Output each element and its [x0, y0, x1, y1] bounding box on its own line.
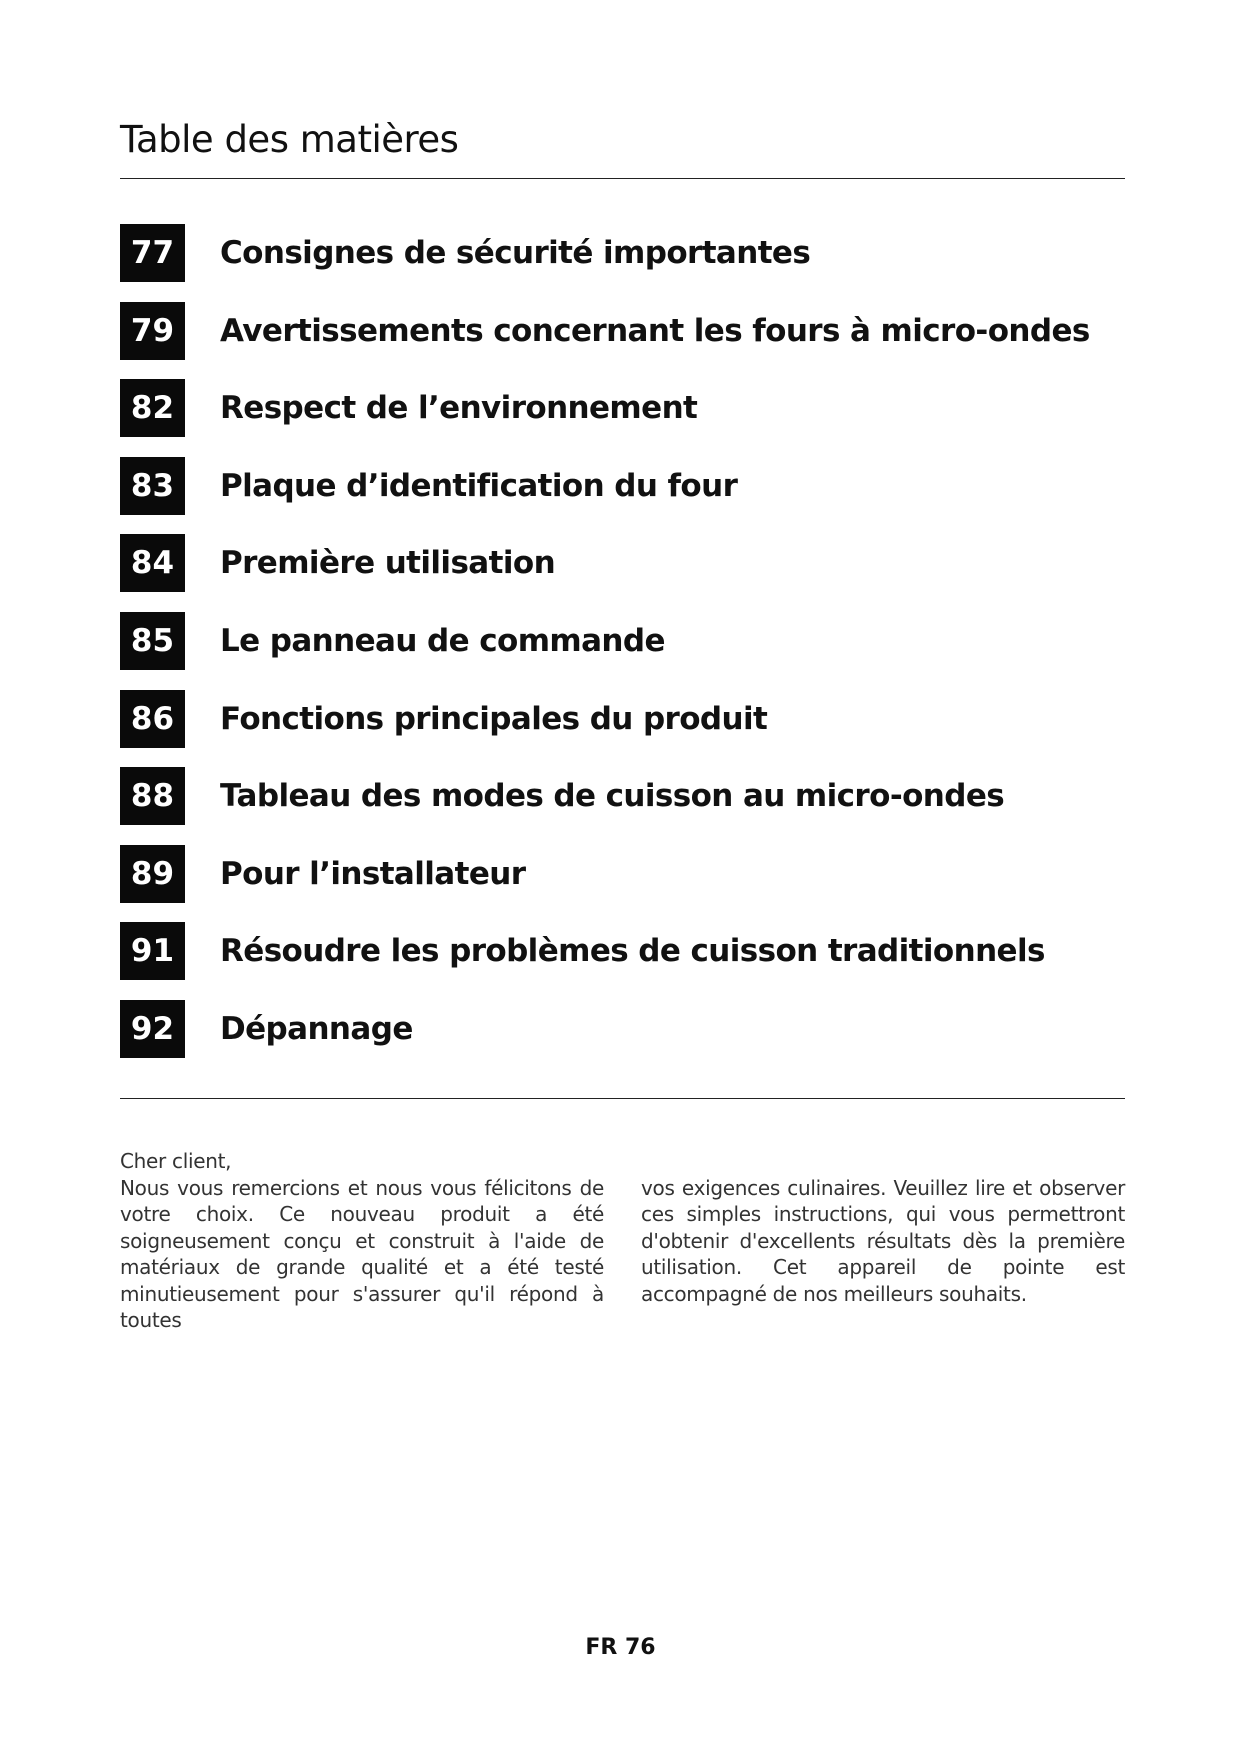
page-title: Table des matières [120, 118, 459, 161]
toc-label: Consignes de sécurité importantes [220, 235, 811, 271]
toc-item-identification-plate[interactable] [120, 457, 1125, 515]
toc-page-number: 77 [120, 224, 185, 282]
table-of-contents [120, 224, 1125, 1078]
toc-item-main-functions[interactable] [120, 690, 1125, 748]
toc-item-installer[interactable] [120, 845, 1125, 903]
intro-greeting: Cher client, [120, 1149, 232, 1173]
toc-item-security[interactable] [120, 224, 1125, 282]
toc-page-number: 85 [120, 612, 185, 670]
toc-label: Respect de l’environnement [220, 390, 698, 427]
bottom-divider [120, 1098, 1125, 1099]
toc-page-number: 83 [120, 457, 185, 515]
toc-item-troubleshooting[interactable] [120, 1000, 1125, 1058]
toc-page-number: 91 [120, 922, 185, 980]
toc-label: Le panneau de commande [220, 622, 665, 659]
toc-page-number: 89 [120, 845, 185, 903]
toc-page-number: 84 [120, 534, 185, 592]
top-divider [120, 178, 1125, 179]
toc-page-number: 79 [120, 302, 185, 360]
toc-item-first-use[interactable] [120, 534, 1125, 592]
toc-item-cooking-problems[interactable] [120, 922, 1125, 980]
toc-label: Tableau des modes de cuisson au micro-ondes [220, 778, 1005, 815]
intro-paragraph-left: Nous vous remercions et nous vous félicitons de votre choix. Ce nouveau produit a été soigneusement conçu et construit à l'aide de matériaux de grande qualité et a été testé minutieusement pour s'assurer qu'il répond à toutes [120, 1175, 604, 1332]
toc-item-control-panel[interactable] [120, 612, 1125, 670]
toc-item-environment[interactable] [120, 379, 1125, 437]
toc-label: Avertissements concernant les fours à micro-ondes [220, 312, 1090, 349]
toc-label: Résoudre les problèmes de cuisson traditionnels [220, 933, 1045, 970]
toc-page-number: 82 [120, 379, 185, 437]
toc-page-number: 92 [120, 1000, 185, 1058]
intro-paragraph-right: vos exigences culinaires. Veuillez lire et observer ces simples instructions, qui vous permettront d'obtenir d'excellents résultats dès la première utilisation. Cet appareil de pointe est accompagné de nos meilleurs souhaits. [641, 1175, 1125, 1306]
toc-item-cooking-modes-table[interactable] [120, 767, 1125, 825]
toc-item-microwave-warnings[interactable] [120, 302, 1125, 360]
toc-label: Dépannage [220, 1010, 413, 1047]
toc-label: Pour l’installateur [220, 855, 526, 892]
toc-page-number: 86 [120, 690, 185, 748]
page-number: FR 76 [585, 1635, 656, 1660]
intro-column-left [120, 1148, 604, 1334]
toc-page-number: 88 [120, 767, 185, 825]
intro-column-right [641, 1175, 1125, 1308]
toc-label: Plaque d’identification du four [220, 467, 738, 504]
toc-label: Fonctions principales du produit [220, 700, 768, 737]
toc-label: Première utilisation [220, 545, 556, 582]
